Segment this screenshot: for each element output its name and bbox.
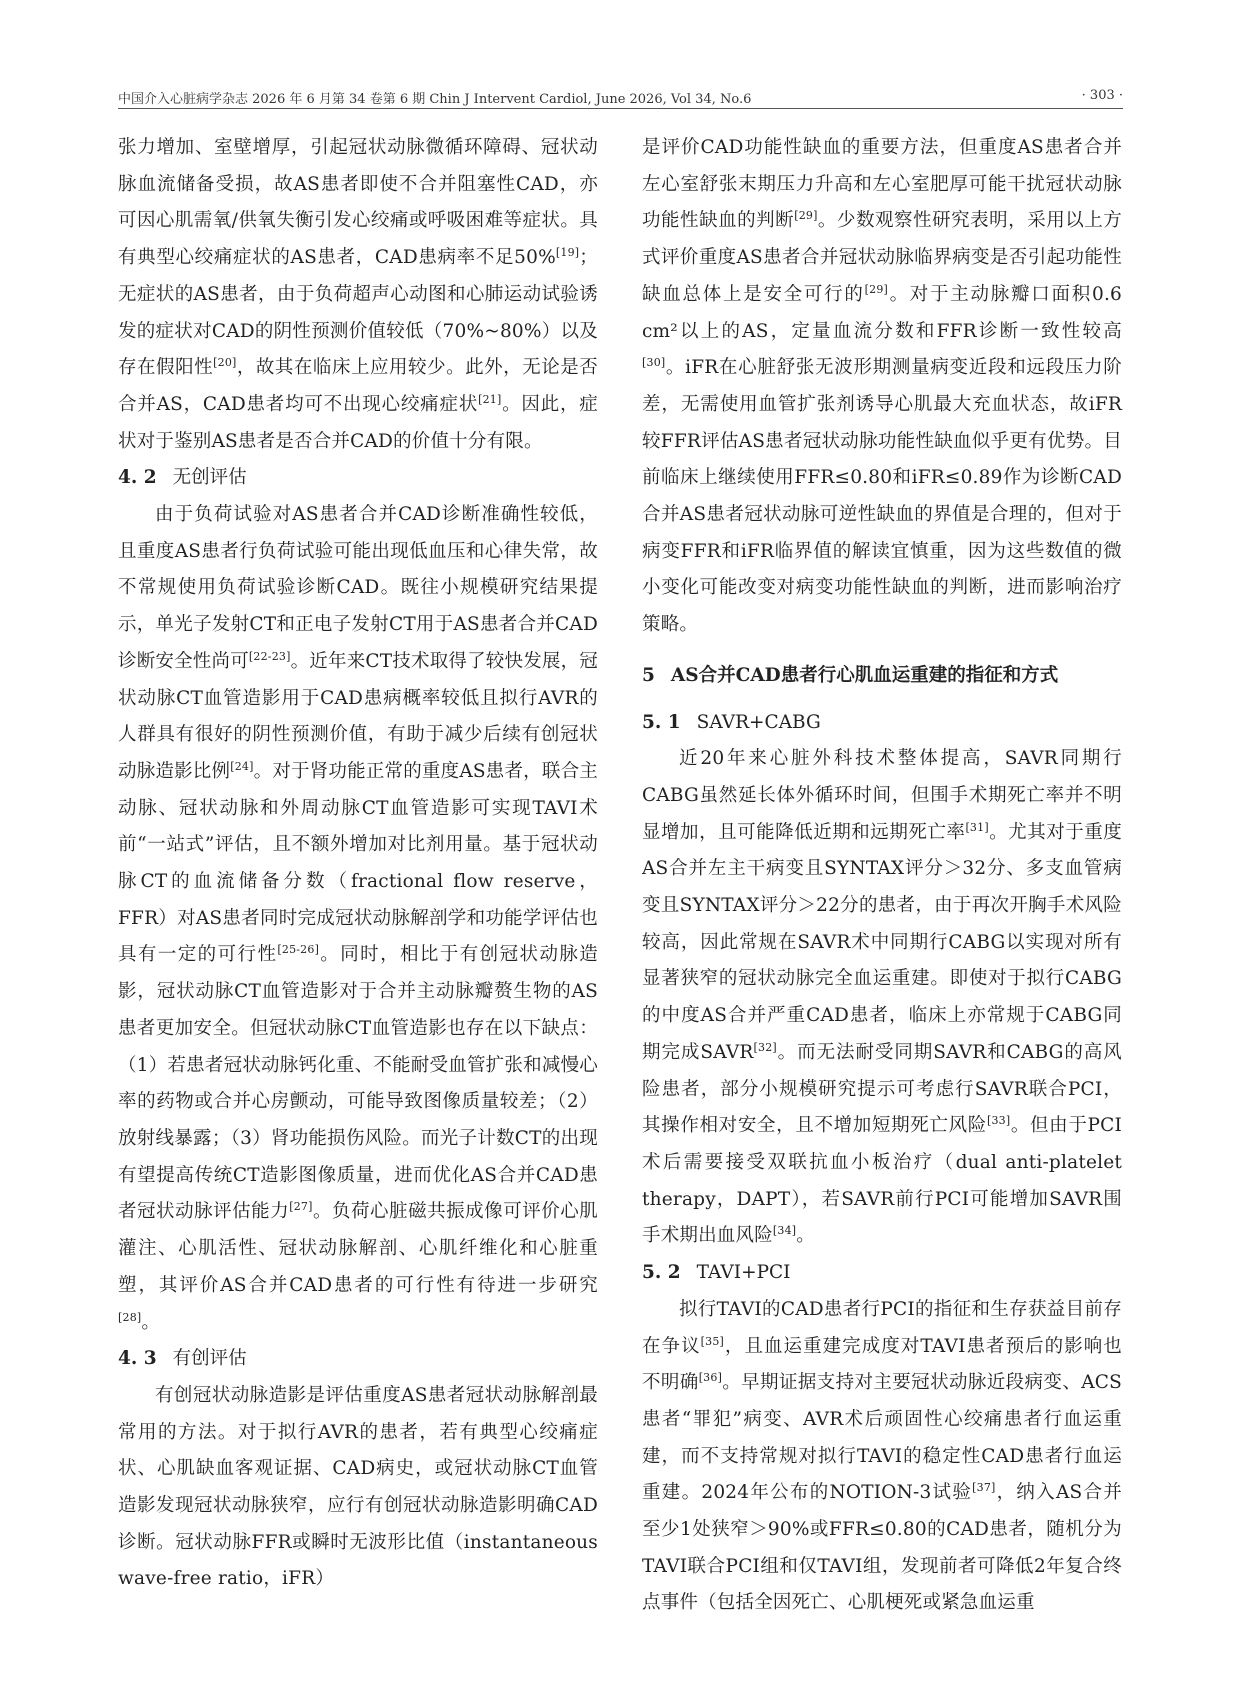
section-heading-4-3: 4. 3 有创评估 [118,1348,247,1370]
citation: [33] [986,1114,1011,1128]
citation: [29] [864,282,889,296]
citation: [37] [972,1481,996,1495]
citation: [19] [555,245,580,259]
section-heading-5: 5 AS合并CAD患者行心肌血运重建的指征和方式 [642,664,1059,686]
journal-citation: 中国介入心脏病学杂志 2026 年 6 月第 34 卷第 6 期 Chin J Intervent Cardiol, June 2026, Vol 34, No.6 [118,92,752,107]
citation: [36] [698,1371,723,1385]
citation: [22-23] [248,649,291,663]
citation: [32] [753,1040,777,1054]
paragraph-savr-cabg: 近20年来心脏外科技术整体提高，SAVR同期行CABG虽然延长体外循环时间，但围手术期死亡率并不明显增加，且可能降低近期和远期死亡率[31]。尤其对于重度AS合并左主干病变且SYNTAX评分＞32分、多支血管病变且SYNTAX评分＞22分的患者，由于再次开胸手术风险较高，因此常规在SAVR术中同期行CABG以实现对所有显著狭窄的冠状动脉完全血运重建。即使对于拟行CABG的中度AS合并严重CAD患者，临床上亦常规于CABG同期完成SAVR[32]。而无法耐受同期SAVR和CABG的高风险患者，部分小规模研究提示可考虑行SAVR联合PCI，其操作相对安全，且不增加短期死亡风险[33]。但由于PCI术后需要接受双联抗血小板治疗（dual anti-platelet therapy，DAPT），若SAVR前行PCI可能增加SAVR围手术期出血风险[34]。 [642,748,1123,1247]
header-divider [118,108,1123,109]
right-column [642,130,1122,1622]
page-number: · 303 · [1081,88,1123,103]
citation: [30] [642,356,666,370]
paragraph-ffr-ifr: 是评价CAD功能性缺血的重要方法，但重度AS患者合并左心室舒张末期压力升高和左心室肥厚可能干扰冠状动脉功能性缺血的判断[29]。少数观察性研究表明，采用以上方式评价重度AS患者合并冠状动脉临界病变是否引起功能性缺血总体上是安全可行的[29]。对于主动脉瓣口面积0.6 cm²以上的AS，定量血流分数和FFR诊断一致性较高[30]。iFR在心脏舒张无波形期测量病变近段和远段压力阶差，无需使用血管扩张剂诱导心肌最大充血状态，故iFR较FFR评估AS患者冠状动脉功能性缺血似乎更有优势。目前临床上继续使用FFR≤0.80和iFR≤0.89作为诊断CAD合并AS患者冠状动脉可逆性缺血的界值是合理的，但对于病变FFR和iFR临界值的解读宜慎重，因为这些数值的微小变化可能改变对病变功能性缺血的判断，进而影响治疗策略。 [642,137,1122,636]
section-heading-4-2: 4. 2 无创评估 [118,467,247,489]
citation: [35] [700,1334,725,1348]
citation: [31] [965,820,989,834]
paragraph-symptoms: 张力增加、室壁增厚，引起冠状动脉微循环障碍、冠状动脉血流储备受损，故AS患者即使不合并阻塞性CAD，亦可因心肌需氧/供氧失衡引发心绞痛或呼吸困难等症状。具有典型心绞痛症状的AS患者，CAD患病率不足50%[19]；无症状的AS患者，由于负荷超声心动图和心肺运动试验诱发的症状对CAD的阴性预测价值较低（70%~80%）以及存在假阳性[20]，故其在临床上应用较少。此外，无论是否合并AS，CAD患者均可不出现心绞痛症状[21]。因此，症状对于鉴别AS患者是否合并CAD的价值十分有限。 [118,137,598,452]
citation: [24] [230,759,254,773]
citation: [21] [478,392,502,406]
citation: [34] [772,1224,797,1238]
citation: [20] [213,356,237,370]
paragraph-invasive: 有创冠状动脉造影是评估重度AS患者冠状动脉解剖最常用的方法。对于拟行AVR的患者，若有典型心绞痛症状、心肌缺血客观证据、CAD病史，或冠状动脉CT血管造影发现冠状动脉狭窄，应行有创冠状动脉造影明确CAD诊断。冠状动脉FFR或瞬时无波形比值（instantaneous wave-free ratio，iFR） [118,1384,598,1590]
citation: [25-26] [277,943,320,957]
citation: [27] [289,1200,313,1214]
citation: [29] [794,209,818,223]
paragraph-tavi-pci: 拟行TAVI的CAD患者行PCI的指征和生存获益目前存在争议[35]，且血运重建完成度对TAVI患者预后的影响也不明确[36]。早期证据支持对主要冠状动脉近段病变、ACS患者“罪犯”病变、AVR术后顽固性心绞痛患者行血运重建，而不支持常规对拟行TAVI的稳定性CAD患者行血运重建。2024年公布的NOTION-3试验[37]，纳入AS合并至少1处狭窄＞90%或FFR≤0.80的CAD患者，随机分为TAVI联合PCI组和仅TAVI组，发现前者可降低2年复合终点事件（包括全因死亡、心肌梗死或紧急血运重 [642,1298,1123,1614]
paragraph-noninvasive: 由于负荷试验对AS患者合并CAD诊断准确性较低，且重度AS患者行负荷试验可能出现低血压和心律失常，故不常规使用负荷试验诊断CAD。既往小规模研究结果提示，单光子发射CT和正电子发射CT用于AS患者合并CAD诊断安全性尚可[22-23]。近年来CT技术取得了较快发展，冠状动脉CT血管造影用于CAD患病概率较低且拟行AVR的人群具有很好的阴性预测价值，有助于减少后续有创冠状动脉造影比例[24]。对于肾功能正常的重度AS患者，联合主动脉、冠状动脉和外周动脉CT血管造影可实现TAVI术前“一站式”评估，且不额外增加对比剂用量。基于冠状动脉CT的血流储备分数（fractional flow reserve，FFR）对AS患者同时完成冠状动脉解剖学和功能学评估也具有一定的可行性[25-26]。同时，相比于有创冠状动脉造影，冠状动脉CT血管造影对于合并主动脉瓣赘生物的AS患者更加安全。但冠状动脉CT血管造影也存在以下缺点：（1）若患者冠状动脉钙化重、不能耐受血管扩张和减慢心率的药物或合并心房颤动，可能导致图像质量较差；（2）放射线暴露；（3）肾功能损伤风险。而光子计数CT的出现有望提高传统CT造影图像质量，进而优化AS合并CAD患者冠状动脉评估能力[27]。负荷心脏磁共振成像可评价心肌灌注、心肌活性、冠状动脉解剖、心肌纤维化和心脏重塑，其评价AS合并CAD患者的可行性有待进一步研究[28]。 [118,504,599,1333]
section-heading-5-1: 5. 1 SAVR+CABG [642,711,821,733]
left-column [118,130,598,1598]
running-header [118,88,1123,108]
citation: [28] [118,1310,142,1324]
section-heading-5-2: 5. 2 TAVI+PCI [642,1262,791,1284]
